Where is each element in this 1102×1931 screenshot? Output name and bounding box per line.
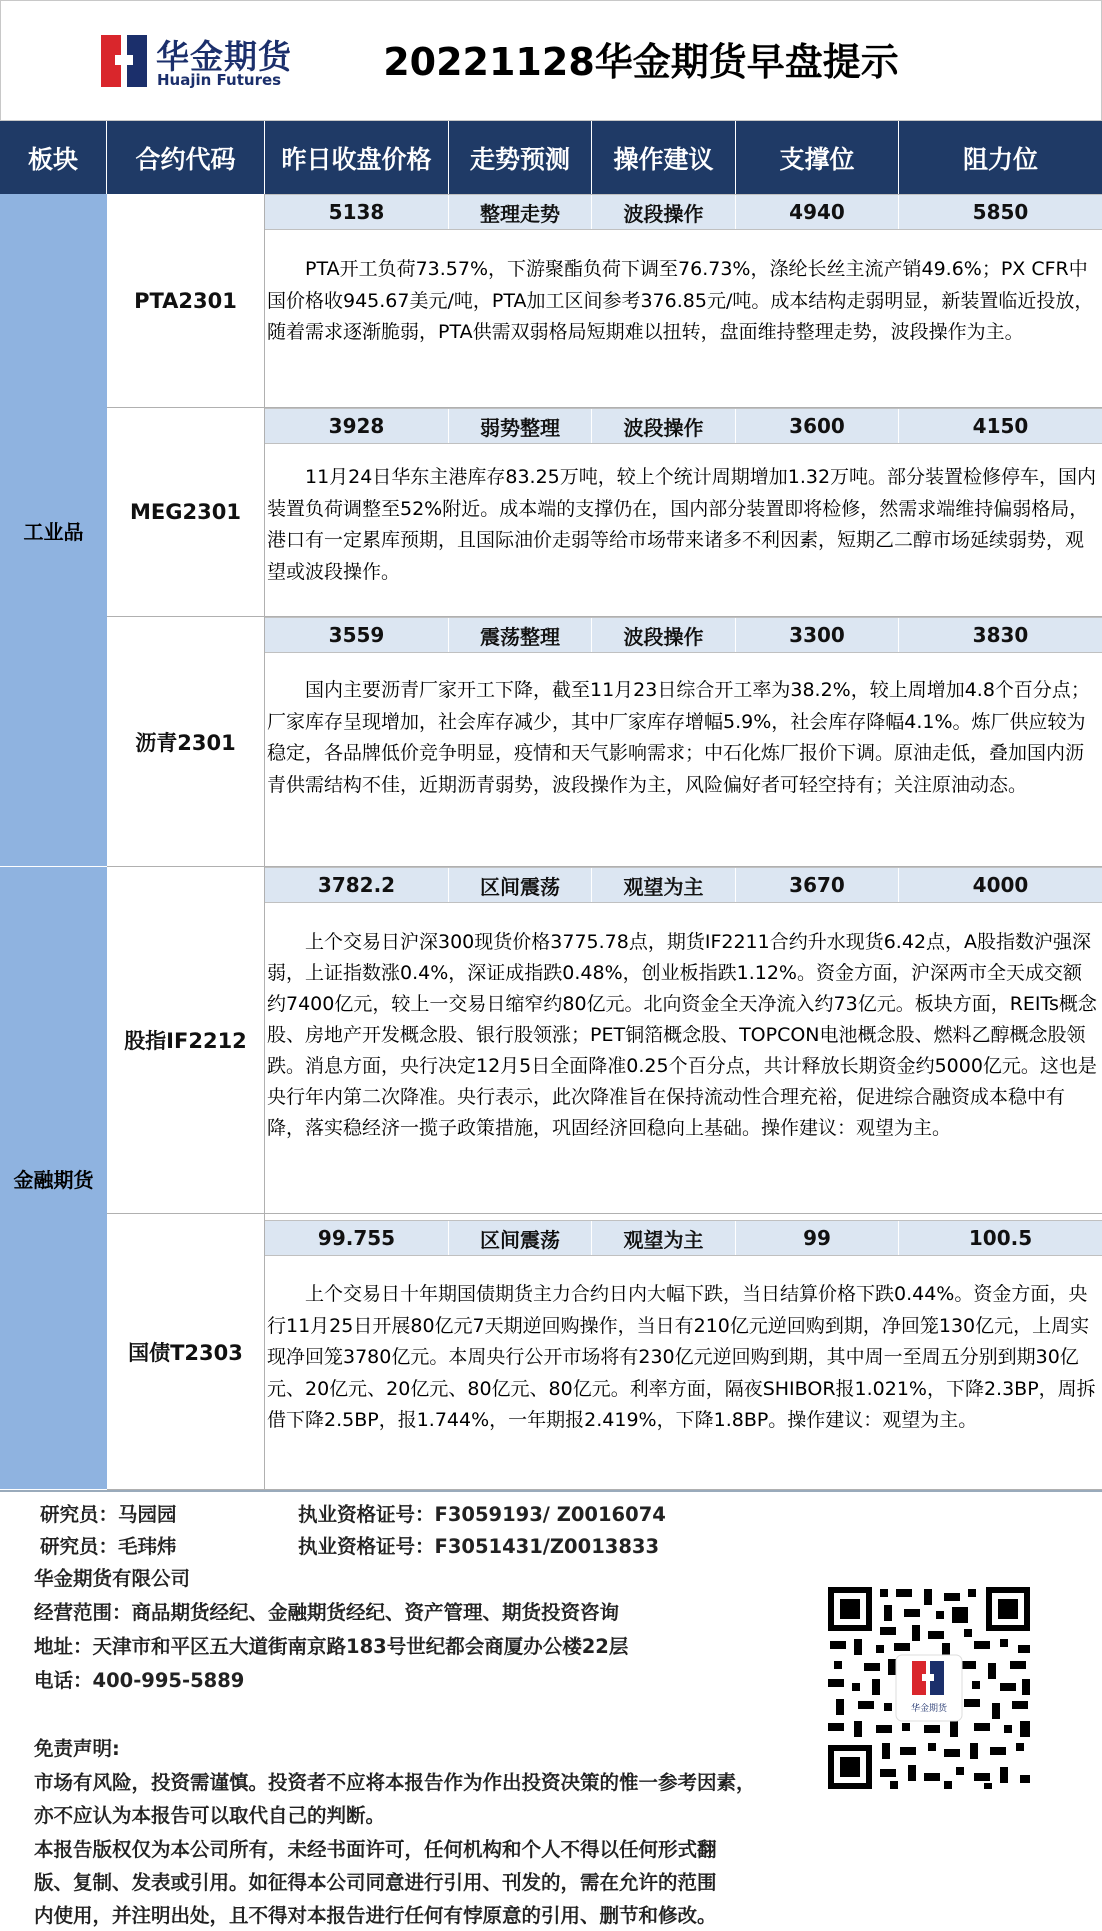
trend: 震荡整理 [449,618,592,652]
close-price: 3928 [265,409,449,443]
researcher-1-name: 研究员：马园园 [40,1503,177,1526]
col-close-price: 昨日收盘价格 [265,121,449,194]
logo-chinese-name: 华金期货 [156,37,292,76]
close-price: 99.755 [265,1221,449,1255]
col-trend: 走势预测 [449,121,592,194]
contract-code: 国债T2303 [107,1214,265,1490]
support: 3600 [736,409,899,443]
disclaimer-line: 版、复制、发表或引用。如征得本公司同意进行引用、刊发的，需在允许的范围 [34,1871,717,1894]
col-advice: 操作建议 [592,121,736,194]
report-header [0,0,1102,121]
advice: 波段操作 [592,618,736,652]
huajin-logo-icon [101,35,147,87]
support: 99 [736,1221,899,1255]
resistance: 5850 [972,200,1029,224]
disclaimer-title: 免责声明: [34,1737,120,1760]
close-price: 5138 [265,195,449,229]
logo-english-name: Huajin Futures [157,71,282,89]
resistance: 4000 [972,873,1029,897]
support: 3670 [736,868,899,902]
analysis-text: 上个交易日沪深300现货价格3775.78点，期货IF2211合约升水现货6.42点，A股指数沪强深弱，上证指数涨0.4%，深证成指跌0.48%，创业板指跌1.12%。资金方面，沪深两市全天成交额约7400亿元，较上一交易日缩窄约80亿元。北向资金全天净流入约73亿元。板块方面，REITs概念股、房地产开发概念股、银行股领涨；PET铜箔概念股、TOPCON电池概念股、燃料乙醇概念股领跌。消息方面，央行决定12月5日全面降准0.25个百分点，共计释放长期资金约5000亿元。这也是央行年内第二次降准。央行表示，此次降准旨在保持流动性合理充裕，促进综合融资成本稳中有降，落实稳经济一揽子政策措施，巩固经济回稳向上基础。操作建议：观望为主。 [265,905,1102,1214]
value-row [265,1220,1102,1256]
support: 4940 [736,195,899,229]
advice: 观望为主 [592,1221,736,1255]
researcher-2-name: 研究员：毛玮炜 [40,1535,177,1558]
report-title: 20221128华金期货早盘提示 [383,40,899,84]
business-scope: 经营范围：商品期货经纪、金融期货经纪、资产管理、期货投资咨询 [34,1601,620,1624]
company-name: 华金期货有限公司 [34,1567,191,1590]
close-price: 3782.2 [265,868,449,902]
contract-code: 沥青2301 [107,617,265,867]
table-header [0,121,1102,194]
disclaimer-line: 亦不应认为本报告可以取代自己的判断。 [34,1804,386,1827]
trend: 区间震荡 [449,1221,592,1255]
close-price: 3559 [265,618,449,652]
contract-code: 股指IF2212 [107,867,265,1214]
trend: 区间震荡 [449,868,592,902]
resistance: 100.5 [968,1226,1033,1250]
analysis-text: 国内主要沥青厂家开工下降，截至11月23日综合开工率为38.2%，较上周增加4.8个百分点；厂家库存呈现增加，社会库存减少，其中厂家库存增幅5.9%，社会库存降幅4.1%。炼厂供应较为稳定，各品牌低价竞争明显，疫情和天气影响需求；中石化炼厂报价下调。原油走低，叠加国内沥青供需结构不佳，近期沥青弱势，波段操作为主，风险偏好者可轻空持有；关注原油动态。 [265,655,1102,867]
value-row [265,617,1102,653]
advice: 波段操作 [592,409,736,443]
col-support: 支撑位 [736,121,899,194]
col-sector: 板块 [0,121,107,194]
company-logo [101,31,301,91]
col-resistance: 阻力位 [962,144,1038,174]
value-row [265,867,1102,903]
resistance: 3830 [972,623,1029,647]
trend: 弱势整理 [449,409,592,443]
contract-code: MEG2301 [107,408,265,617]
researcher-2-cert: 执业资格证号：F3051431/Z0013833 [298,1535,660,1558]
qr-logo-text: 华金期货 [910,1704,948,1714]
value-row [265,194,1102,230]
contract-code: PTA2301 [107,194,265,408]
value-row [265,408,1102,444]
analysis-text: 11月24日华东主港库存83.25万吨，较上个统计周期增加1.32万吨。部分装置检修停车，国内装置负荷调整至52%附近。成本端的支撑仍在，国内部分装置即将检修，然需求端维持偏弱格局，港口有一定累库预期，且国际油价走弱等给市场带来诸多不利因素，短期乙二醇市场延续弱势，观望或波段操作。 [265,446,1102,617]
analysis-text: PTA开工负荷73.57%，下游聚酯负荷下调至76.73%，涤纶长丝主流产销49.6%；PX CFR中国价格收945.67美元/吨，PTA加工区间参考376.85元/吨。成本结构走弱明显，新装置临近投放，随着需求逐渐脆弱，PTA供需双弱格局短期难以扭转，盘面维持整理走势，波段操作为主。 [265,234,1102,408]
resistance: 4150 [972,414,1029,438]
disclaimer-line: 本报告版权仅为本公司所有，未经书面许可，任何机构和个人不得以任何形式翻 [34,1838,717,1861]
support: 3300 [736,618,899,652]
company-phone: 电话：400-995-5889 [34,1669,245,1692]
trend: 整理走势 [449,195,592,229]
disclaimer-line: 市场有风险，投资需谨慎。投资者不应将本报告作为作出投资决策的惟一参考因素， [34,1771,756,1794]
advice: 观望为主 [592,868,736,902]
advice: 波段操作 [592,195,736,229]
col-contract-code: 合约代码 [107,121,265,194]
researcher-1-cert: 执业资格证号：F3059193/ Z0016074 [298,1503,666,1526]
qr-code-icon [824,1583,1034,1793]
sector-industrial: 工业品 [0,194,107,867]
company-address: 地址：天津市和平区五大道街南京路183号世纪都会商厦办公楼22层 [34,1635,629,1658]
sector-financial: 金融期货 [0,867,107,1490]
disclaimer-line: 内使用，并注明出处，且不得对本报告进行任何有悖原意的引用、删节和修改。 [34,1904,717,1927]
analysis-text: 上个交易日十年期国债期货主力合约日内大幅下跌，当日结算价格下跌0.44%。资金方面，央行11月25日开展80亿元7天期逆回购操作，当日有210亿元逆回购到期，净回笼130亿元，上周实现净回笼3780亿元。本周央行公开市场将有230亿元逆回购到期，其中周一至周五分别到期30亿元、20亿元、20亿元、80亿元、80亿元。利率方面，隔夜SHIBOR报1.021%，下降2.3BP，周拆借下降2.5BP，报1.744%，一年期报2.419%，下降1.8BP。操作建议：观望为主。 [265,1262,1102,1490]
